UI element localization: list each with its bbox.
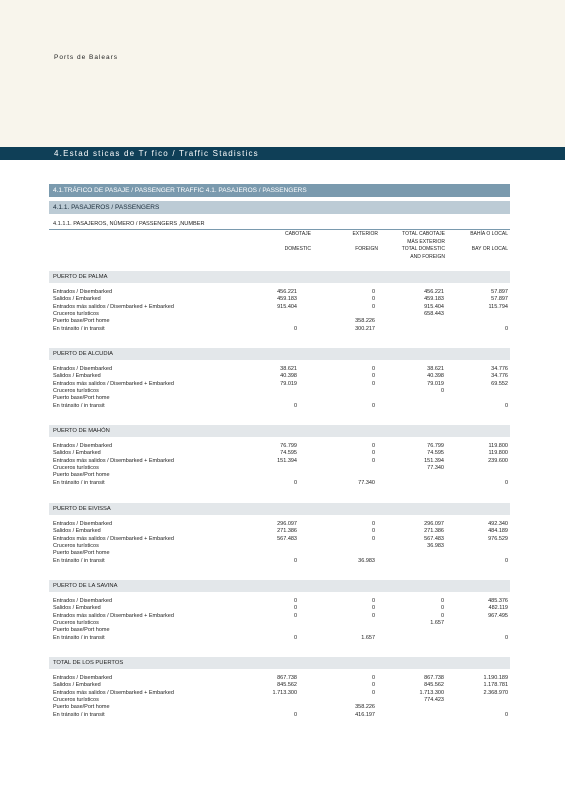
cell-value: 1.657 bbox=[430, 619, 444, 626]
table-row bbox=[53, 373, 508, 380]
cell-value: 119.800 bbox=[488, 450, 508, 457]
port-name: TOTAL DE LOS PUERTOS bbox=[53, 660, 124, 666]
cell-value: 456.221 bbox=[277, 289, 297, 295]
row-label: Entrados más salidos / Disembarked + Embarked bbox=[53, 689, 174, 696]
table-row bbox=[53, 472, 508, 479]
row-label: Entrados más salidos / Disembarked + Embarked bbox=[53, 612, 174, 619]
row-label: Entrados más salidos / Disembarked + Embarked bbox=[53, 303, 174, 310]
table-row bbox=[53, 381, 508, 388]
cell-value: 867.738 bbox=[424, 675, 444, 681]
cell-value: 0 bbox=[371, 380, 375, 387]
row-label: Entrados / Disembarked bbox=[53, 675, 112, 681]
cell-value: 151.394 bbox=[277, 457, 297, 464]
table-row bbox=[53, 443, 508, 450]
cell-value: 40.398 bbox=[280, 373, 297, 380]
cell-value: 482.119 bbox=[488, 605, 508, 612]
cell-value: 0 bbox=[504, 557, 508, 564]
table-row bbox=[53, 620, 508, 627]
row-label: Salidos / Embarked bbox=[53, 528, 101, 535]
cell-value: 74.595 bbox=[280, 450, 297, 457]
cell-value: 0 bbox=[504, 402, 508, 409]
cell-value: 0 bbox=[371, 682, 375, 689]
cell-value: 0 bbox=[371, 296, 375, 303]
cell-value: 0 bbox=[293, 605, 297, 612]
port-header bbox=[49, 271, 510, 283]
row-label: Puerto base/Port home bbox=[53, 472, 110, 479]
cell-value: 459.183 bbox=[277, 296, 297, 303]
row-label: Puerto base/Port home bbox=[53, 550, 110, 557]
column-header-domestic: CABOTAJE DOMESTIC bbox=[284, 231, 311, 252]
row-label: Puerto base/Port home bbox=[53, 318, 110, 325]
table-row bbox=[53, 598, 508, 605]
table-row bbox=[53, 366, 508, 373]
cell-value: 0 bbox=[293, 402, 297, 409]
cell-value: 915.404 bbox=[277, 303, 297, 310]
cell-value: 492.340 bbox=[488, 521, 508, 527]
cell-value: 69.552 bbox=[491, 380, 508, 387]
cell-value: 0 bbox=[371, 605, 375, 612]
cell-value: 1.713.300 bbox=[272, 689, 297, 696]
table-row bbox=[53, 395, 508, 402]
cell-value: 0 bbox=[371, 598, 375, 604]
cell-value: 1.657 bbox=[361, 634, 375, 641]
cell-value: 774.423 bbox=[424, 696, 444, 703]
cell-value: 845.562 bbox=[424, 682, 444, 689]
cell-value: 358.226 bbox=[355, 704, 375, 711]
cell-value: 867.738 bbox=[277, 675, 297, 681]
table-row bbox=[53, 403, 508, 410]
cell-value: 34.776 bbox=[491, 373, 508, 380]
cell-value: 300.217 bbox=[355, 325, 375, 332]
row-label: En tránsito / in transit bbox=[53, 634, 105, 641]
table-row bbox=[53, 635, 508, 642]
cell-value: 658.443 bbox=[424, 310, 444, 317]
cell-value: 0 bbox=[371, 373, 375, 380]
cell-value: 115.794 bbox=[488, 303, 508, 310]
cell-value: 76.799 bbox=[427, 443, 444, 449]
port-name: PUERTO DE LA SAVINA bbox=[53, 583, 118, 589]
table-row bbox=[53, 521, 508, 528]
table-title: 4.1.1.1. PASAJEROS, NÚMERO / PASSENGERS ,NUMBER bbox=[53, 221, 205, 227]
row-label: Entrados / Disembarked bbox=[53, 598, 112, 604]
column-header-total: TOTAL CABOTAJE MÁS EXTERIOR TOTAL DOMESTIC AND FOREIGN bbox=[401, 231, 445, 260]
row-label: Entrados más salidos / Disembarked + Embarked bbox=[53, 457, 174, 464]
table-row bbox=[53, 613, 508, 620]
cell-value: 0 bbox=[293, 325, 297, 332]
cell-value: 0 bbox=[293, 711, 297, 718]
table-row bbox=[53, 528, 508, 535]
cell-value: 0 bbox=[371, 612, 375, 619]
cell-value: 0 bbox=[371, 675, 375, 681]
table-row bbox=[53, 311, 508, 318]
cell-value: 0 bbox=[504, 325, 508, 332]
table-row bbox=[53, 458, 508, 465]
organization-name: Ports de Balears bbox=[54, 54, 119, 61]
chapter-bar bbox=[0, 147, 565, 160]
column-header-foreign: EXTERIOR FOREIGN bbox=[352, 231, 378, 252]
cell-value: 1.713.300 bbox=[419, 689, 444, 696]
cell-value: 0 bbox=[504, 711, 508, 718]
cell-value: 0 bbox=[371, 366, 375, 372]
cell-value: 416.197 bbox=[355, 711, 375, 718]
row-label: Entrados más salidos / Disembarked + Embarked bbox=[53, 535, 174, 542]
table-row bbox=[53, 550, 508, 557]
table-rule bbox=[49, 229, 510, 230]
section-title: 4.1.TRÁFICO DE PASAJE / PASSENGER TRAFFIC 4.1. PASAJEROS / PASSENGERS bbox=[53, 187, 307, 194]
cell-value: 0 bbox=[440, 598, 444, 604]
table-row bbox=[53, 450, 508, 457]
cell-value: 485.376 bbox=[488, 598, 508, 604]
row-label: Entrados / Disembarked bbox=[53, 443, 112, 449]
cell-value: 0 bbox=[371, 450, 375, 457]
table-row bbox=[53, 704, 508, 711]
cell-value: 36.983 bbox=[427, 542, 444, 549]
cell-value: 1.190.189 bbox=[483, 675, 508, 681]
row-label: En tránsito / in transit bbox=[53, 402, 105, 409]
cell-value: 119.800 bbox=[488, 443, 508, 449]
table-row bbox=[53, 712, 508, 719]
row-label: Cruceros turísticos bbox=[53, 696, 99, 703]
cell-value: 38.621 bbox=[280, 366, 297, 372]
row-label: Cruceros turísticos bbox=[53, 619, 99, 626]
port-header bbox=[49, 503, 510, 515]
cell-value: 967.495 bbox=[488, 612, 508, 619]
cell-value: 2.368.970 bbox=[483, 689, 508, 696]
port-name: PUERTO DE EIVISSA bbox=[53, 506, 111, 512]
table-row bbox=[53, 543, 508, 550]
header-band bbox=[0, 0, 565, 147]
cell-value: 0 bbox=[371, 289, 375, 295]
cell-value: 40.398 bbox=[427, 373, 444, 380]
port-header bbox=[49, 348, 510, 360]
column-header-bay: BAHÍA O LOCAL BAY OR LOCAL bbox=[470, 231, 508, 252]
row-label: En tránsito / in transit bbox=[53, 557, 105, 564]
subsection-title: 4.1.1. PASAJEROS / PASSENGERS bbox=[53, 204, 160, 211]
cell-value: 459.183 bbox=[424, 296, 444, 303]
cell-value: 0 bbox=[440, 387, 444, 394]
row-label: En tránsito / in transit bbox=[53, 479, 105, 486]
cell-value: 79.019 bbox=[280, 380, 297, 387]
cell-value: 0 bbox=[371, 535, 375, 542]
cell-value: 271.386 bbox=[277, 528, 297, 535]
cell-value: 845.562 bbox=[277, 682, 297, 689]
cell-value: 57.897 bbox=[491, 296, 508, 303]
row-label: Puerto base/Port home bbox=[53, 395, 110, 402]
row-label: Salidos / Embarked bbox=[53, 450, 101, 457]
cell-value: 271.386 bbox=[424, 528, 444, 535]
table-row bbox=[53, 465, 508, 472]
cell-value: 38.621 bbox=[427, 366, 444, 372]
cell-value: 0 bbox=[371, 521, 375, 527]
table-row bbox=[53, 326, 508, 333]
cell-value: 0 bbox=[371, 303, 375, 310]
port-header bbox=[49, 580, 510, 592]
table-row bbox=[53, 605, 508, 612]
table-row bbox=[53, 536, 508, 543]
row-label: Cruceros turísticos bbox=[53, 464, 99, 471]
row-label: Cruceros turísticos bbox=[53, 310, 99, 317]
cell-value: 296.097 bbox=[277, 521, 297, 527]
row-label: Cruceros turísticos bbox=[53, 387, 99, 394]
cell-value: 0 bbox=[504, 634, 508, 641]
port-name: PUERTO DE MAHÓN bbox=[53, 428, 110, 434]
port-name: PUERTO DE PALMA bbox=[53, 274, 108, 280]
cell-value: 567.483 bbox=[424, 535, 444, 542]
cell-value: 0 bbox=[371, 689, 375, 696]
cell-value: 79.019 bbox=[427, 380, 444, 387]
row-label: Salidos / Embarked bbox=[53, 373, 101, 380]
cell-value: 74.595 bbox=[427, 450, 444, 457]
cell-value: 0 bbox=[293, 557, 297, 564]
row-label: Puerto base/Port home bbox=[53, 627, 110, 634]
cell-value: 484.189 bbox=[488, 528, 508, 535]
cell-value: 0 bbox=[440, 612, 444, 619]
cell-value: 567.483 bbox=[277, 535, 297, 542]
cell-value: 456.221 bbox=[424, 289, 444, 295]
cell-value: 34.776 bbox=[491, 366, 508, 372]
cell-value: 0 bbox=[293, 612, 297, 619]
row-label: Entrados / Disembarked bbox=[53, 289, 112, 295]
table-row bbox=[53, 388, 508, 395]
row-label: Puerto base/Port home bbox=[53, 704, 110, 711]
cell-value: 0 bbox=[371, 402, 375, 409]
table-row bbox=[53, 289, 508, 296]
cell-value: 57.897 bbox=[491, 289, 508, 295]
row-label: Cruceros turísticos bbox=[53, 542, 99, 549]
cell-value: 358.226 bbox=[355, 318, 375, 325]
row-label: Entrados / Disembarked bbox=[53, 366, 112, 372]
cell-value: 976.529 bbox=[488, 535, 508, 542]
cell-value: 0 bbox=[440, 605, 444, 612]
row-label: Salidos / Embarked bbox=[53, 605, 101, 612]
row-label: En tránsito / in transit bbox=[53, 711, 105, 718]
table-row bbox=[53, 318, 508, 325]
cell-value: 0 bbox=[293, 479, 297, 486]
cell-value: 76.799 bbox=[280, 443, 297, 449]
cell-value: 77.340 bbox=[427, 464, 444, 471]
table-row bbox=[53, 480, 508, 487]
cell-value: 239.600 bbox=[488, 457, 508, 464]
cell-value: 296.097 bbox=[424, 521, 444, 527]
cell-value: 151.394 bbox=[424, 457, 444, 464]
table-row bbox=[53, 627, 508, 634]
row-label: Salidos / Embarked bbox=[53, 296, 101, 303]
table-row bbox=[53, 690, 508, 697]
row-label: Salidos / Embarked bbox=[53, 682, 101, 689]
cell-value: 0 bbox=[371, 443, 375, 449]
port-header bbox=[49, 425, 510, 437]
table-row bbox=[53, 682, 508, 689]
chapter-title: 4.Estad sticas de Tr fico / Traffic Stadistics bbox=[54, 149, 259, 158]
section-bar bbox=[49, 184, 510, 197]
table-row bbox=[53, 558, 508, 565]
row-label: Entrados / Disembarked bbox=[53, 521, 112, 527]
cell-value: 0 bbox=[293, 634, 297, 641]
cell-value: 0 bbox=[504, 479, 508, 486]
row-label: Entrados más salidos / Disembarked + Embarked bbox=[53, 380, 174, 387]
cell-value: 77.340 bbox=[358, 479, 375, 486]
cell-value: 1.178.781 bbox=[483, 682, 508, 689]
port-header bbox=[49, 657, 510, 669]
cell-value: 0 bbox=[371, 457, 375, 464]
cell-value: 36.983 bbox=[358, 557, 375, 564]
cell-value: 0 bbox=[293, 598, 297, 604]
table-row bbox=[53, 675, 508, 682]
row-label: En tránsito / in transit bbox=[53, 325, 105, 332]
table-row bbox=[53, 296, 508, 303]
cell-value: 915.404 bbox=[424, 303, 444, 310]
port-name: PUERTO DE ALCUDIA bbox=[53, 351, 114, 357]
cell-value: 0 bbox=[371, 528, 375, 535]
table-row bbox=[53, 697, 508, 704]
subsection-bar bbox=[49, 201, 510, 214]
table-row bbox=[53, 304, 508, 311]
